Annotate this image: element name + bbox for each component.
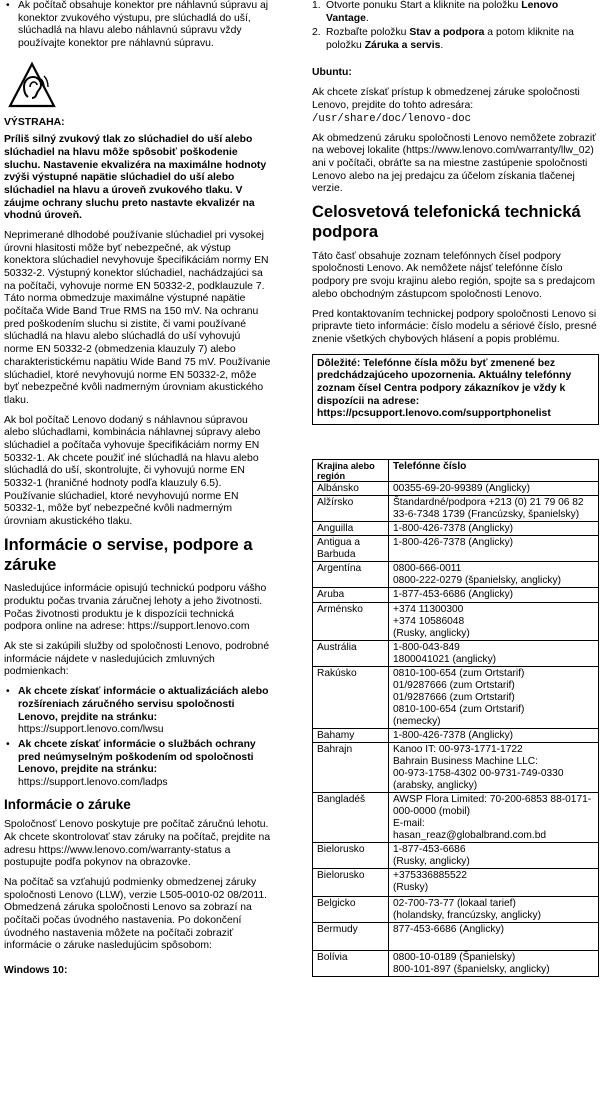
- section-heading-service: Informácie o servise, podpore a záruke: [4, 535, 253, 574]
- paragraph: Nasledujúce informácie opisujú technickú podporu vášho produktu počas trvania záručnej lehoty a jeho životnosti. Počas životnosti produktu je k dispozícii technická podpora online na adrese: https://support.lenovo.com: [4, 583, 267, 633]
- phone-cell: 1-800-043-849 1800041021 (anglicky): [389, 640, 599, 666]
- step-number: 2.: [312, 27, 321, 39]
- table-row: [313, 666, 599, 728]
- step-bold: Záruka a servis: [364, 40, 441, 52]
- table-row: [313, 536, 599, 562]
- warning-label: VÝSTRAHA:: [4, 117, 65, 129]
- country-cell: Rakúsko: [313, 666, 389, 728]
- country-cell: Albánsko: [313, 482, 389, 496]
- table-row: [313, 897, 599, 923]
- table-row: [313, 869, 599, 897]
- country-cell: Bielorusko: [313, 869, 389, 897]
- step-text: Otvorte ponuku Štart a kliknite na položku: [326, 0, 522, 11]
- column-header-phone: Telefónne číslo: [389, 460, 599, 482]
- table-row: [313, 728, 599, 742]
- hearing-warning-icon: [8, 61, 56, 109]
- step-1: [312, 0, 599, 25]
- country-cell: Bermudy: [313, 923, 389, 951]
- country-cell: Austrália: [313, 640, 389, 666]
- phone-cell: 1-877-453-6686 (Anglicky): [389, 588, 599, 602]
- country-cell: Belgicko: [313, 897, 389, 923]
- step-number: 1.: [312, 0, 321, 11]
- bullet-dot: •: [6, 686, 10, 698]
- phone-cell: Štandardné/podpora +213 (0) 21 79 06 82 33-6-7348 1739 (Francúzsky, španielsky): [389, 496, 599, 522]
- left-column: [4, 0, 272, 985]
- ubuntu-label: Ubuntu:: [312, 66, 352, 78]
- paragraph: Ak chcete získať prístup k obmedzenej záruke spoločnosti Lenovo, prejdite do tohto adresára:: [312, 87, 580, 112]
- right-column: [312, 0, 599, 977]
- paragraph: Pred kontaktovaním technickej podpory spoločnosti Lenovo si pripravte tieto informácie: číslo modelu a sériové číslo, presné znenie všetkých chybových hlásení a popis problému.: [312, 308, 597, 345]
- paragraph: Neprimerané dlhodobé používanie slúchadiel pri vysokej úrovni hlasitosti môže byť nebezpečné, ak výstup konektora slúchadiel nevyhovuje špecifikáciám normy EN 50332-2. Výstupný konektor slúchadiel, nachádzajúci sa na počítači, vyhovuje norme EN 50332-2, podklauzule 7. Táto norma obmedzuje maximálne výstupné napätie počítača Wide Band True RMS na 150 mV. Na ochranu pred poškodením sluchu si zistite, či vami používané slúchadlá na hlavu alebo slúchadlá do uší vyhovujú norme EN 50332-2 (obmedzenia klauzuly 7) alebo charakteristickému napätiu Wide Band 75 mV. Používanie slúchadiel, ktoré nevyhovujú norme EN 50332-2, môže byť nebezpečné kvôli nadmerným úrovniam akustického tlaku.: [4, 229, 271, 406]
- phone-cell: Kanoo IT: 00-973-1771-1722 Bahrain Business Machine LLC: 00-973-1758-4302 00-9731-749-0330 (arabsky, anglicky): [389, 742, 599, 792]
- paragraph: Ak bol počítač Lenovo dodaný s náhlavnou súpravou alebo slúchadlami, kombinácia náhlavnej súpravy alebo slúchadiel a počítača vyhovuje špecifikáciám normy EN 50332-1. Ak chcete použiť iné slúchadlá na hlavu alebo slúchadlá do uší, skontrolujte, či vyhovujú norme EN 50332-1 (hraničné hodnoty podľa klauzuly 6.5). Používanie slúchadiel, ktoré nevyhovujú norme EN 50332-1, môže byť nebezpečné kvôli nadmerným úrovniam akustického tlaku.: [4, 414, 261, 528]
- table-row: [313, 588, 599, 602]
- table-row: [313, 640, 599, 666]
- country-cell: Bangladéš: [313, 792, 389, 842]
- phone-cell: AWSP Flora Limited: 70-200-6853 88-0171-000-0000 (mobil) E-mail: hasan_reaz@globalbrand.com.bd: [389, 792, 599, 842]
- country-cell: Anguilla: [313, 522, 389, 536]
- country-cell: Aruba: [313, 588, 389, 602]
- country-cell: Arménsko: [313, 602, 389, 640]
- bullet-bold-text: Ak chcete získať informácie o službách ochrany pred neúmyselným poškodením od spoločnosti Lenovo, prejdite na stránku:: [18, 738, 256, 776]
- phone-cell: 1-877-453-6686 (Rusky, anglicky): [389, 843, 599, 869]
- phone-cell: 0800-10-0189 (Španielsky) 800-101-897 (španielsky, anglicky): [389, 951, 599, 977]
- country-cell: Bielorusko: [313, 843, 389, 869]
- service-bullet-2: [4, 739, 272, 790]
- table-row: [313, 923, 599, 951]
- bullet-dot: •: [6, 738, 10, 750]
- paragraph: Spoločnosť Lenovo poskytuje pre počítač záručnú lehotu. Ak chcete skontrolovať stav záruky na počítač, prejdite na adresu https://www.lenovo.com/warranty-status a postupujte podľa pokynov na obrazovke.: [4, 819, 271, 869]
- table-row: [313, 792, 599, 842]
- step-bold: Lenovo Vantage: [326, 0, 559, 24]
- phone-cell: 00355-69-20-99389 (Anglicky): [389, 482, 599, 496]
- table-header-row: [313, 460, 599, 482]
- table-row: [313, 843, 599, 869]
- phone-cell: 877-453-6686 (Anglicky): [389, 923, 599, 951]
- phone-table: [312, 459, 599, 977]
- table-row: [313, 742, 599, 792]
- table-row: [313, 602, 599, 640]
- phone-cell: 0810-100-654 (zum Ortstarif) 01/9287666 (zum Ortstarif) 01/9287666 (zum Ortstarif) 0810-100-654 (zum Ortstarif) (nemecky): [389, 666, 599, 728]
- section-heading-warranty: Informácie o záruke: [4, 796, 131, 812]
- phone-cell: +374 11300300 +374 10586048 (Rusky, anglicky): [389, 602, 599, 640]
- support-link[interactable]: https://support.lenovo.com/ladps: [18, 776, 168, 788]
- country-cell: Bahrajn: [313, 742, 389, 792]
- country-cell: Antigua a Barbuda: [313, 536, 389, 562]
- phone-cell: 1-800-426-7378 (Anglicky): [389, 536, 599, 562]
- support-link[interactable]: https://support.lenovo.com/lwsu: [18, 724, 164, 736]
- column-header-country: Krajina alebo región: [313, 460, 389, 482]
- phone-cell: 1-800-426-7378 (Anglicky): [389, 728, 599, 742]
- bullet-bold-text: Ak chcete získať informácie o aktualizáciách alebo rozšíreniach záručného servisu spoločnosti Lenovo, prejdite na stránku:: [18, 686, 269, 723]
- country-cell: Alžírsko: [313, 496, 389, 522]
- phone-cell: 0800-666-0011 0800-222-0279 (španielsky, anglicky): [389, 562, 599, 588]
- headset-bullet: [4, 0, 272, 51]
- country-cell: Argentína: [313, 562, 389, 588]
- table-row: [313, 522, 599, 536]
- table-row: [313, 496, 599, 522]
- step-2: [312, 27, 599, 52]
- windows-label: Windows 10:: [4, 965, 68, 976]
- table-row: [313, 482, 599, 496]
- country-cell: Bahamy: [313, 728, 389, 742]
- step-bold: Stav a podpora: [409, 27, 485, 39]
- paragraph: Táto časť obsahuje zoznam telefónnych čísel podpory spoločnosti Lenovo. Ak nemôžete nájsť telefónne číslo podpory pre svoju krajinu alebo región, spojte sa s predajcom alebo obchodným zástupcom spoločnosti Lenovo.: [312, 250, 596, 300]
- phone-cell: 02-700-73-77 (lokaal tarief) (holandsky, francúzsky, anglicky): [389, 897, 599, 923]
- table-row: [313, 951, 599, 977]
- service-bullet-1: [4, 686, 272, 737]
- doc-path: /usr/share/doc/lenovo-doc: [312, 112, 471, 125]
- step-text: a potom kliknite na položku: [326, 27, 574, 52]
- headset-bullet-text: Ak počítač obsahuje konektor pre náhlavnú súpravu aj konektor zvukového výstupu, pre slúchadlá do uší, slúchadlá na hlavu alebo náhlavnú súpravu vždy používajte konektor pre náhlavnú súpravu.: [18, 0, 269, 50]
- step-text: .: [440, 40, 444, 52]
- country-cell: Bolívia: [313, 951, 389, 977]
- bullet-dot: •: [6, 0, 10, 11]
- important-notice: Dôležité: Telefónne čísla môžu byť zmenené bez predchádzajúceho upozornenia. Aktuálny telefónny zoznam čísel Centra podpory zákazníkov je vždy k dispozícii na adrese: https://pcsupport.lenovo.com/supportphonelist: [312, 354, 599, 425]
- section-heading-phone: Celosvetová telefonická technická podpora: [312, 203, 581, 241]
- table-row: [313, 562, 599, 588]
- warning-text: Príliš silný zvukový tlak zo slúchadiel do uší alebo slúchadiel na hlavu môže spôsobiť poškodenie sluchu. Nastavenie ekvalizéra na maximálne hodnoty zvýši výstupné napätie slúchadiel do uší alebo slúchadiel na hlavu a úroveň zvukového tlaku. V záujme ochrany sluchu preto nastavte ekvalizér na vhodnú úroveň.: [4, 134, 267, 222]
- step-text: Rozbaľte položku: [326, 27, 410, 39]
- paragraph: Ak obmedzenú záruku spoločnosti Lenovo nemôžete zobraziť na webovej lokalite (https://www.lenovo.com/warranty/llw_02) ani v počítači, obráťte sa na miestne zastúpenie spoločnosti Lenovo alebo na jej predajcu za účelom získania tlačenej verzie.: [312, 132, 597, 195]
- phone-cell: +375336885522 (Rusky): [389, 869, 599, 897]
- step-text: .: [365, 12, 369, 24]
- paragraph: Na počítač sa vzťahujú podmienky obmedzenej záruky spoločnosti Lenovo (LLW), verzie L505-0010-02 08/2011. Obmedzená záruka spoločnosti Lenovo sa zobrazí na počítači počas úvodného nastavenia. Po dokončení úvodného nastavenia môžete na počítači zobraziť informácie o záruke nasledujúcim spôsobom:: [4, 876, 268, 952]
- phone-cell: 1-800-426-7378 (Anglicky): [389, 522, 599, 536]
- paragraph: Ak ste si zakúpili služby od spoločnosti Lenovo, podrobné informácie nájdete v nasledujúcich zmluvných podmienkach:: [4, 641, 270, 678]
